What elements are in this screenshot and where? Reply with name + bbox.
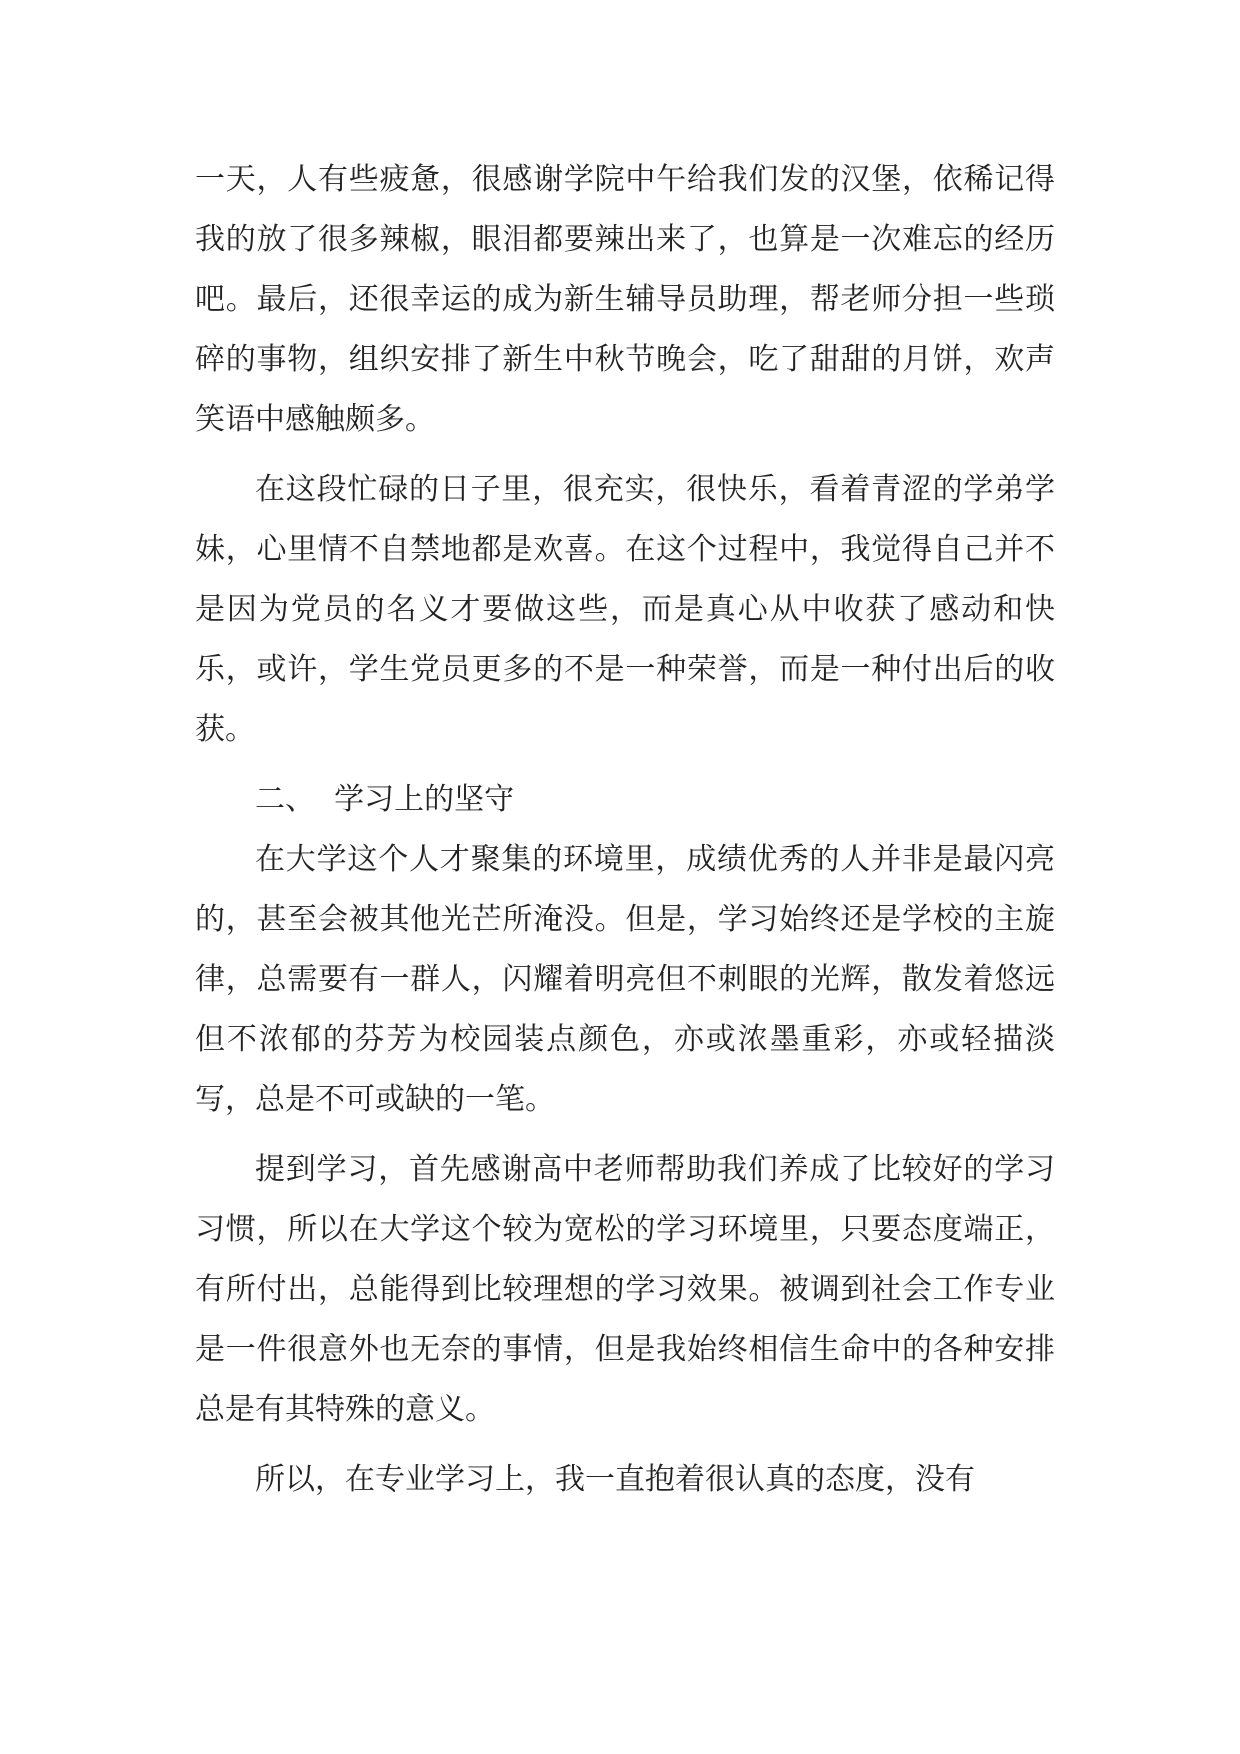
paragraph-2: 在这段忙碌的日子里，很充实，很快乐，看着青涩的学弟学妹，心里情不自禁地都是欢喜。在这个过程中，我觉得自己并不是因为党员的名义才要做这些，而是真心从中收获了感动和快乐，或许，学生党员更多的不是一种荣誉，而是一种付出后的收获。 [195, 472, 1055, 747]
section-number: 二、 [255, 782, 315, 817]
section-title: 学习上的坚守 [334, 782, 515, 817]
paragraph-1: 一天，人有些疲惫，很感谢学院中午给我们发的汉堡，依稀记得我的放了很多辣椒，眼泪都要辣出来了，也算是一次难忘的经历吧。最后，还很幸运的成为新生辅导员助理，帮老师分担一些琐碎的事物，组织安排了新生中秋节晚会，吃了甜甜的月饼，欢声笑语中感触颇多。 [195, 162, 1055, 437]
paragraph-3: 在大学这个人才聚集的环境里，成绩优秀的人并非是最闪亮的，甚至会被其他光芒所淹没。但是，学习始终还是学校的主旋律，总需要有一群人，闪耀着明亮但不刺眼的光辉，散发着悠远但不浓郁的芬芳为校园装点颜色，亦或浓墨重彩，亦或轻描淡写，总是不可或缺的一笔。 [195, 842, 1055, 1117]
paragraph-4: 提到学习，首先感谢高中老师帮助我们养成了比较好的学习习惯，所以在大学这个较为宽松的学习环境里，只要态度端正，有所付出，总能得到比较理想的学习效果。被调到社会工作专业是一件很意外也无奈的事情，但是我始终相信生命中的各种安排总是有其特殊的意义。 [195, 1152, 1055, 1427]
document-body [195, 150, 1055, 1510]
paragraph-5: 所以，在专业学习上，我一直抱着很认真的态度，没有 [255, 1462, 975, 1497]
section-heading [195, 770, 1055, 830]
